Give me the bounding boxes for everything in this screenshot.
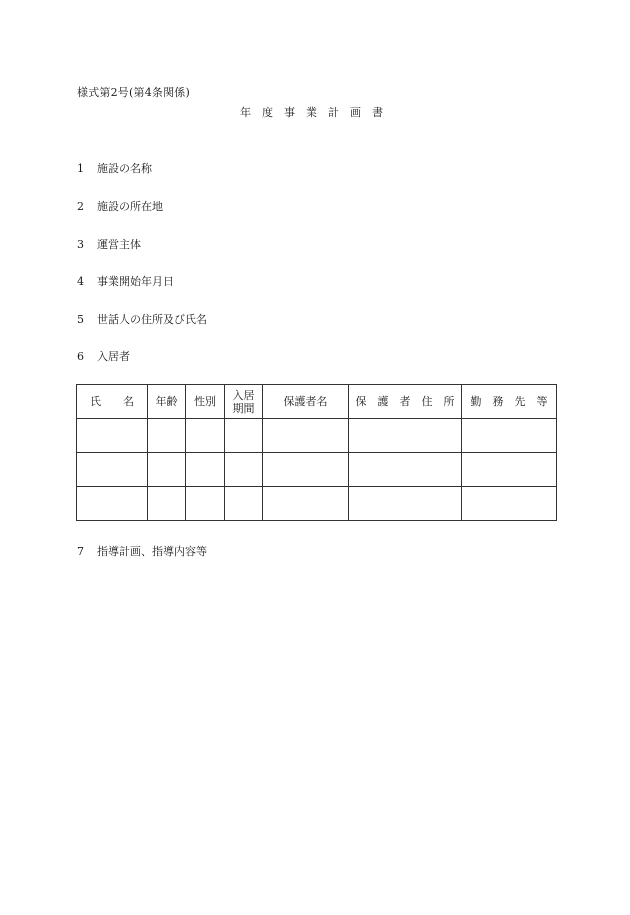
table-cell[interactable] (148, 487, 186, 521)
item-guidance-plan (77, 543, 207, 559)
header-period-line1: 入居 (232, 388, 255, 402)
header-period-line2: 期間 (232, 401, 255, 415)
item-label: 入居者 (97, 350, 130, 363)
item-label: 指導計画、指導内容等 (97, 545, 207, 558)
item-label: 運営主体 (97, 238, 141, 251)
table-cell[interactable] (225, 419, 263, 453)
table-cell[interactable] (349, 419, 462, 453)
table-cell[interactable] (186, 453, 225, 487)
table-row (77, 487, 557, 521)
item-facility-name (77, 160, 152, 176)
table-cell[interactable] (225, 453, 263, 487)
table-cell[interactable] (462, 419, 557, 453)
table-row (77, 419, 557, 453)
table-cell[interactable] (77, 419, 148, 453)
header-workplace: 勤 務 先 等 (462, 385, 557, 419)
header-sex: 性別 (186, 385, 225, 419)
item-number: 1 (77, 162, 84, 175)
item-residents (77, 348, 130, 364)
header-guardian-address: 保 護 者 住 所 (349, 385, 462, 419)
header-age: 年齢 (148, 385, 186, 419)
item-start-date (77, 273, 174, 289)
form-number: 様式第2号(第4条関係) (77, 86, 190, 99)
item-number: 4 (77, 275, 84, 288)
table-cell[interactable] (349, 453, 462, 487)
item-facility-address (77, 198, 163, 214)
table-cell[interactable] (349, 487, 462, 521)
table-cell[interactable] (186, 487, 225, 521)
item-label: 事業開始年月日 (97, 275, 174, 288)
table-cell[interactable] (263, 419, 349, 453)
header-name: 氏 名 (77, 385, 148, 419)
table-cell[interactable] (148, 453, 186, 487)
table-cell[interactable] (263, 453, 349, 487)
item-operator (77, 236, 141, 252)
table-cell[interactable] (225, 487, 263, 521)
table-cell[interactable] (263, 487, 349, 521)
item-number: 5 (77, 313, 84, 326)
item-number: 3 (77, 238, 84, 251)
residents-table (76, 384, 557, 521)
table-row (77, 453, 557, 487)
document-title: 年 度 事 業 計 画 書 (240, 106, 383, 119)
item-caretaker (77, 311, 207, 327)
item-label: 世話人の住所及び氏名 (97, 313, 207, 326)
item-label: 施設の所在地 (97, 200, 163, 213)
item-number: 2 (77, 200, 84, 213)
table-header-row (77, 385, 557, 419)
table-cell[interactable] (462, 487, 557, 521)
item-number: 6 (77, 350, 84, 363)
table-cell[interactable] (462, 453, 557, 487)
table-cell[interactable] (77, 453, 148, 487)
table-cell[interactable] (148, 419, 186, 453)
item-number: 7 (77, 545, 84, 558)
header-period (225, 385, 263, 419)
header-guardian: 保護者名 (263, 385, 349, 419)
item-label: 施設の名称 (97, 162, 152, 175)
table-cell[interactable] (186, 419, 225, 453)
table-cell[interactable] (77, 487, 148, 521)
